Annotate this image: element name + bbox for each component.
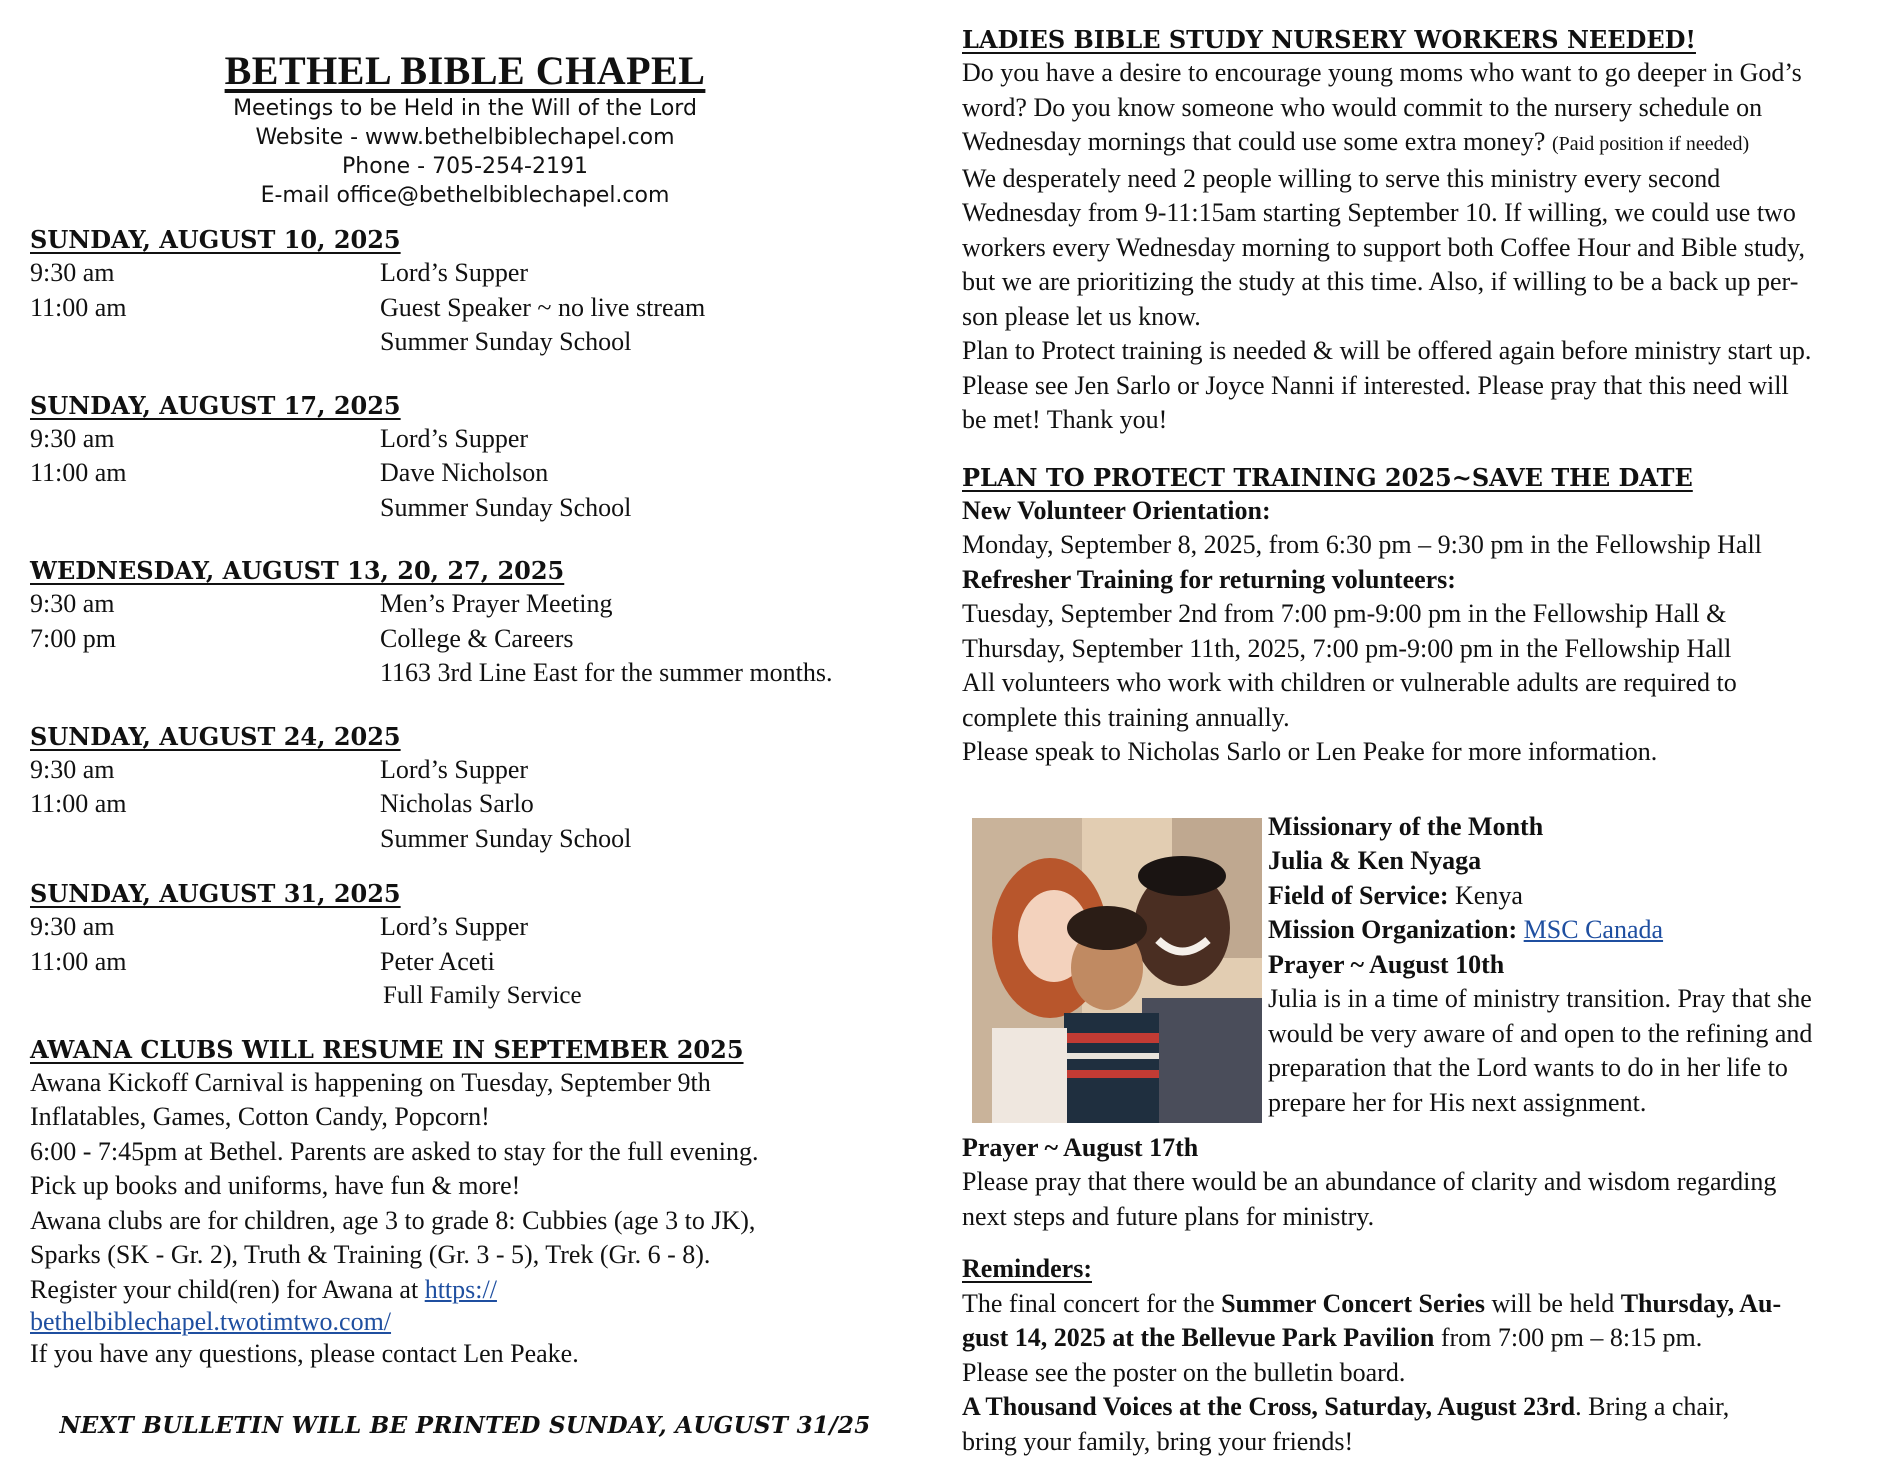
event: Lord’s Supper: [380, 422, 900, 457]
event: Nicholas Sarlo: [380, 787, 900, 822]
missionary-info: [1268, 810, 1812, 1123]
r-bold: Thursday, Au-: [1621, 1289, 1781, 1318]
schedule-day: [30, 390, 900, 526]
schedule-row: [30, 979, 900, 1014]
reminders-title: Reminders:: [962, 1252, 1892, 1287]
prayer-heading: Prayer ~ August 17th: [962, 1131, 1892, 1166]
awana-line: Sparks (SK - Gr. 2), Truth & Training (Gr. 3 - 5), Trek (Gr. 6 - 8).: [30, 1238, 900, 1273]
schedule-row: [30, 822, 900, 857]
r-bold: gust 14, 2025 at the Bellevue Park Pavilion: [962, 1323, 1434, 1352]
bulletin-header: [30, 0, 900, 210]
schedule-row: [30, 491, 900, 526]
nursery-line: word? Do you know someone who would commit to the nursery schedule on: [962, 91, 1892, 126]
nursery-line: [962, 125, 1892, 162]
protect-title: PLAN TO PROTECT TRAINING 2025~SAVE THE DATE: [962, 462, 1892, 494]
org-label: Mission Organization:: [1268, 915, 1517, 944]
prayer-line: prepare her for His next assignment.: [1268, 1086, 1812, 1121]
reminder-line: [962, 1390, 1892, 1425]
time: 9:30 am: [30, 587, 380, 622]
refresher-line: Please speak to Nicholas Sarlo or Len Peake for more information.: [962, 735, 1892, 770]
missionary-section: [962, 810, 1892, 1123]
schedule-row: [30, 422, 900, 457]
time: 9:30 am: [30, 256, 380, 291]
prayer-line: next steps and future plans for ministry.: [962, 1200, 1892, 1235]
time: [30, 979, 380, 1014]
awana-line: Awana Kickoff Carnival is happening on Tuesday, September 9th: [30, 1066, 900, 1101]
schedule-row: [30, 753, 900, 788]
r-text: The final concert for the: [962, 1289, 1221, 1318]
schedule-row: [30, 787, 900, 822]
prayer-heading: Prayer ~ August 10th: [1268, 948, 1812, 983]
awana-title: AWANA CLUBS WILL RESUME IN SEPTEMBER 2025: [30, 1034, 900, 1066]
register-link[interactable]: https://: [425, 1275, 497, 1304]
schedule-row: [30, 456, 900, 491]
schedule-row: [30, 945, 900, 980]
prayer-line: Julia is in a time of ministry transition. Pray that she: [1268, 982, 1812, 1017]
time: 11:00 am: [30, 787, 380, 822]
r-text: . Bring a chair,: [1575, 1392, 1729, 1421]
schedule-row: [30, 587, 900, 622]
event: Men’s Prayer Meeting: [380, 587, 900, 622]
header-tagline: Meetings to be Held in the Will of the Lord: [30, 94, 900, 123]
refresher-line: All volunteers who work with children or vulnerable adults are required to: [962, 666, 1892, 701]
event: Summer Sunday School: [380, 491, 900, 526]
nursery-line: Please see Jen Sarlo or Joyce Nanni if interested. Please pray that this need will: [962, 369, 1892, 404]
prayer-line: Please pray that there would be an abundance of clarity and wisdom regarding: [962, 1165, 1892, 1200]
r-bold: Summer Concert Series: [1221, 1289, 1485, 1318]
awana-line: Pick up books and uniforms, have fun & more!: [30, 1169, 900, 1204]
time: [30, 491, 380, 526]
schedule-day: [30, 555, 900, 691]
event: Full Family Service: [380, 979, 900, 1014]
schedule-row: [30, 291, 900, 326]
event: Summer Sunday School: [380, 822, 900, 857]
schedule-day: [30, 721, 900, 857]
day-title: SUNDAY, AUGUST 10, 2025: [30, 224, 900, 256]
nursery-line: Do you have a desire to encourage young moms who want to go deeper in God’s: [962, 56, 1892, 91]
reminder-line: bring your family, bring your friends!: [962, 1425, 1892, 1459]
awana-contact: If you have any questions, please contact Len Peake.: [30, 1337, 900, 1372]
event: Guest Speaker ~ no live stream: [380, 291, 900, 326]
refresher-line: complete this training annually.: [962, 701, 1892, 736]
protect-section: [962, 462, 1892, 770]
schedule-row: [30, 656, 900, 691]
event: Lord’s Supper: [380, 910, 900, 945]
missionary-names: Julia & Ken Nyaga: [1268, 844, 1812, 879]
schedule-day: [30, 878, 900, 1014]
nursery-line: We desperately need 2 people willing to serve this ministry every second: [962, 162, 1892, 197]
r-text: will be held: [1485, 1289, 1621, 1318]
schedule-row: [30, 256, 900, 291]
time: [30, 656, 380, 691]
r-text: from 7:00 pm – 8:15 pm.: [1434, 1323, 1702, 1352]
header-email: E-mail office@bethelbiblechapel.com: [30, 181, 900, 210]
next-bulletin-note: NEXT BULLETIN WILL BE PRINTED SUNDAY, AUGUST 31/25: [30, 1412, 900, 1439]
refresher-line: Thursday, September 11th, 2025, 7:00 pm-9:00 pm in the Fellowship Hall: [962, 632, 1892, 667]
missionary-heading: Missionary of the Month: [1268, 810, 1812, 845]
schedule-row: [30, 910, 900, 945]
event: Peter Aceti: [380, 945, 900, 980]
nursery-section: [962, 24, 1892, 438]
day-title: SUNDAY, AUGUST 24, 2025: [30, 721, 900, 753]
schedule-day: [30, 224, 900, 360]
field-value: Kenya: [1449, 881, 1523, 910]
reminder-line: [962, 1321, 1892, 1356]
day-title: WEDNESDAY, AUGUST 13, 20, 27, 2025: [30, 555, 900, 587]
event: 1163 3rd Line East for the summer months.: [380, 656, 900, 691]
paid-position-note: (Paid position if needed): [1552, 133, 1749, 155]
prayer-2-section: [962, 1131, 1892, 1235]
event: Dave Nicholson: [380, 456, 900, 491]
reminders-section: [962, 1252, 1892, 1459]
awana-line: 6:00 - 7:45pm at Bethel. Parents are asked to stay for the full evening.: [30, 1135, 900, 1170]
refresher-line: Tuesday, September 2nd from 7:00 pm-9:00 pm in the Fellowship Hall &: [962, 597, 1892, 632]
r-bold: A Thousand Voices at the Cross, Saturday, August 23rd: [962, 1392, 1575, 1421]
orientation-text: Monday, September 8, 2025, from 6:30 pm – 9:30 pm in the Fellowship Hall: [962, 528, 1892, 563]
time: [30, 822, 380, 857]
time: 11:00 am: [30, 291, 380, 326]
awana-register: [30, 1273, 900, 1308]
nursery-line-text: Wednesday mornings that could use some extra money?: [962, 127, 1552, 156]
nursery-title: LADIES BIBLE STUDY NURSERY WORKERS NEEDED!: [962, 24, 1892, 56]
time: 9:30 am: [30, 910, 380, 945]
refresher-heading: Refresher Training for returning volunteers:: [962, 563, 1892, 598]
nursery-line: workers every Wednesday morning to support both Coffee Hour and Bible study,: [962, 231, 1892, 266]
awana-line: Inflatables, Games, Cotton Candy, Popcorn!: [30, 1100, 900, 1135]
time: 9:30 am: [30, 753, 380, 788]
schedule-row: [30, 622, 900, 657]
prayer-line: preparation that the Lord wants to do in her life to: [1268, 1051, 1812, 1086]
nursery-line: Wednesday from 9-11:15am starting September 10. If willing, we could use two: [962, 196, 1892, 231]
missionary-family-photo: [972, 818, 1262, 1123]
register-text: Register your child(ren) for Awana at: [30, 1275, 425, 1304]
event: Lord’s Supper: [380, 256, 900, 291]
family-photo-illustration: [972, 818, 1262, 1123]
event: Lord’s Supper: [380, 753, 900, 788]
church-name: BETHEL BIBLE CHAPEL: [30, 48, 900, 94]
event: College & Careers: [380, 622, 900, 657]
day-title: SUNDAY, AUGUST 31, 2025: [30, 878, 900, 910]
nursery-line: but we are prioritizing the study at this time. Also, if willing to be a back up per-: [962, 265, 1892, 300]
left-column: [30, 0, 900, 1439]
right-column: [962, 0, 1892, 1459]
field-label: Field of Service:: [1268, 881, 1449, 910]
header-phone: Phone - 705-254-2191: [30, 152, 900, 181]
field-of-service: [1268, 879, 1812, 914]
orientation-heading: New Volunteer Orientation:: [962, 494, 1892, 529]
awana-section: [30, 1034, 900, 1372]
awana-register-cont: [30, 1307, 900, 1337]
event: Summer Sunday School: [380, 325, 900, 360]
time: 9:30 am: [30, 422, 380, 457]
register-link-cont[interactable]: bethelbiblechapel.twotimtwo.com/: [30, 1307, 391, 1336]
msc-canada-link[interactable]: MSC Canada: [1524, 915, 1663, 944]
schedule-row: [30, 325, 900, 360]
time: 7:00 pm: [30, 622, 380, 657]
nursery-line: Plan to Protect training is needed & will be offered again before ministry start up.: [962, 334, 1892, 369]
reminder-line: Please see the poster on the bulletin board.: [962, 1356, 1892, 1391]
time: 11:00 am: [30, 456, 380, 491]
mission-organization: [1268, 913, 1812, 948]
awana-line: Awana clubs are for children, age 3 to grade 8: Cubbies (age 3 to JK),: [30, 1204, 900, 1239]
header-website: Website - www.bethelbiblechapel.com: [30, 123, 900, 152]
reminder-line: [962, 1287, 1892, 1322]
day-title: SUNDAY, AUGUST 17, 2025: [30, 390, 900, 422]
time: 11:00 am: [30, 945, 380, 980]
prayer-line: would be very aware of and open to the refining and: [1268, 1017, 1812, 1052]
nursery-line: son please let us know.: [962, 300, 1892, 335]
time: [30, 325, 380, 360]
nursery-line: be met! Thank you!: [962, 403, 1892, 438]
